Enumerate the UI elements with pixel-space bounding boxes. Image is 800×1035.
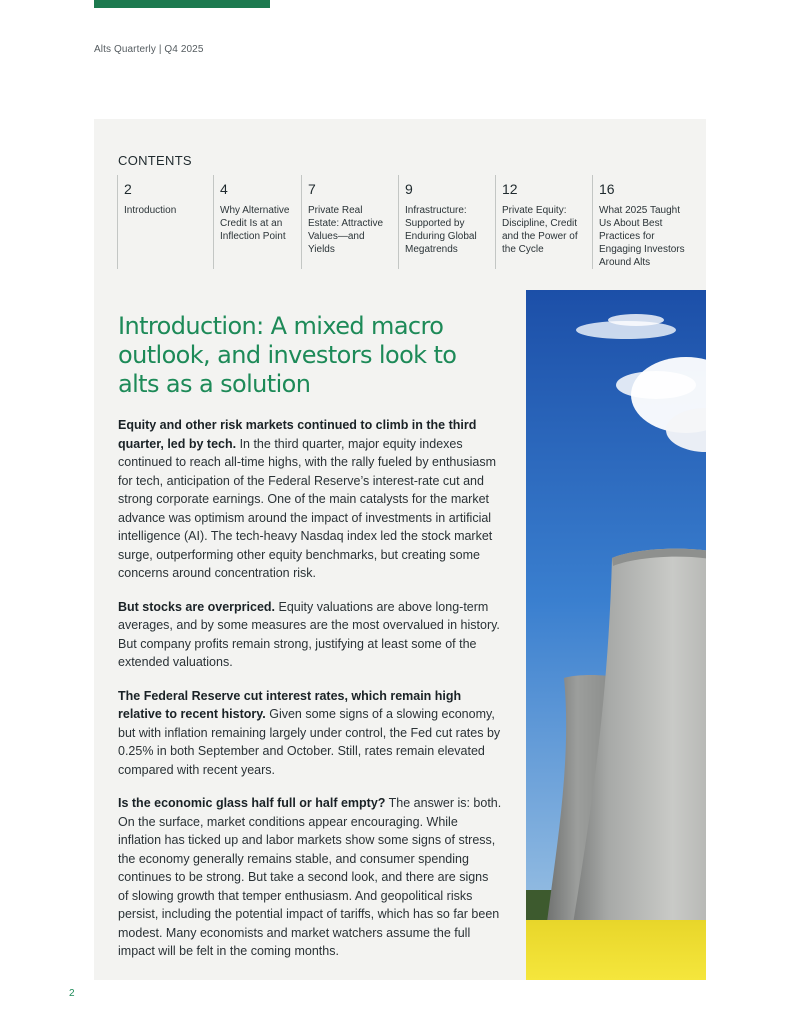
- page-number: 2: [69, 988, 75, 999]
- toc-label: Private Real Estate: Attractive Values—and Yields: [308, 205, 384, 255]
- brand-accent-bar: [94, 0, 270, 8]
- toc-item-private-equity[interactable]: [495, 175, 592, 269]
- paragraph-lead: Is the economic glass half full or half empty?: [118, 796, 386, 810]
- toc-item-best-practices[interactable]: [592, 175, 688, 269]
- article-body: [118, 416, 502, 976]
- toc-page-number: 2: [124, 181, 132, 197]
- toc-item-private-real-estate[interactable]: [301, 175, 398, 269]
- paragraph-federal-reserve: [118, 687, 502, 780]
- toc-label: Infrastructure: Supported by Enduring Global Megatrends: [405, 205, 477, 255]
- toc-page-number: 16: [599, 181, 615, 197]
- toc-page-number: 4: [220, 181, 228, 197]
- paragraph-text: In the third quarter, major equity indexes continued to reach all-time highs, with the rally fueled by enthusiasm for tech, anticipation of the Federal Reserve’s interest-rate cut and strong corporate earnings. One of the main catalysts for the market advance was optimism around the impact of investments in artificial intelligence (AI). The tech-heavy Nasdaq index led the stock market surge, outperforming other equity benchmarks, but creating some concerns around concentration risk.: [118, 436, 496, 580]
- toc-label: Private Equity: Discipline, Credit and the Power of the Cycle: [502, 205, 578, 255]
- running-header: Alts Quarterly | Q4 2025: [94, 44, 204, 55]
- paragraph-lead: But stocks are overpriced.: [118, 599, 276, 614]
- toc-page-number: 12: [502, 181, 518, 197]
- paragraph-glass-half-full: [118, 794, 502, 961]
- article-panel: [94, 290, 526, 980]
- toc-page-number: 9: [405, 181, 413, 197]
- paragraph-overpriced: [118, 598, 502, 672]
- paragraph-risk-markets: [118, 416, 502, 583]
- toc-label: What 2025 Taught Us About Best Practices for Engaging Investors Around Alts: [599, 205, 685, 268]
- article-headline: Introduction: A mixed macro outlook, and investors look to alts as a solution: [118, 312, 457, 398]
- paragraph-text: The answer is: both. On the surface, market conditions appear encouraging. While inflation has ticked up and labor markets show some signs of stress, the economy generally remains stable, and consumer spending continues to be strong. But take a second look, and there are signs of slowing growth that temper enthusiasm. And geopolitical risks persist, including the potential impact of tariffs, which has so far been modest. Many economists and market watchers assume the full impact will be felt in the coming months.: [118, 796, 502, 958]
- table-of-contents: [94, 119, 706, 290]
- toc-page-number: 7: [308, 181, 316, 197]
- toc-label: Introduction: [124, 205, 177, 216]
- toc-item-introduction[interactable]: [117, 175, 213, 269]
- paragraph-text: Equity valuations are above long-term averages, and by some measures are the most overvalued in history. But company profits remain strong, justifying at least some of the extended valuations.: [118, 599, 500, 669]
- paragraph-lead: Equity and other risk markets continued to climb in the third quarter, led by tech.: [118, 418, 477, 451]
- paragraph-lead: The Federal Reserve cut interest rates, which remain high relative to recent history.: [118, 688, 462, 721]
- toc-item-alternative-credit[interactable]: [213, 175, 301, 269]
- cooling-towers-photo: [526, 290, 706, 980]
- toc-item-infrastructure[interactable]: [398, 175, 495, 269]
- paragraph-text: Given some signs of a slowing economy, but with inflation remaining largely under control, the Fed cut rates by 0.25% in both September and October. Still, rates remain elevated compared with recent years.: [118, 707, 501, 777]
- contents-title: CONTENTS: [118, 153, 192, 168]
- toc-list: [117, 175, 688, 269]
- toc-label: Why Alternative Credit Is at an Inflection Point: [220, 205, 290, 242]
